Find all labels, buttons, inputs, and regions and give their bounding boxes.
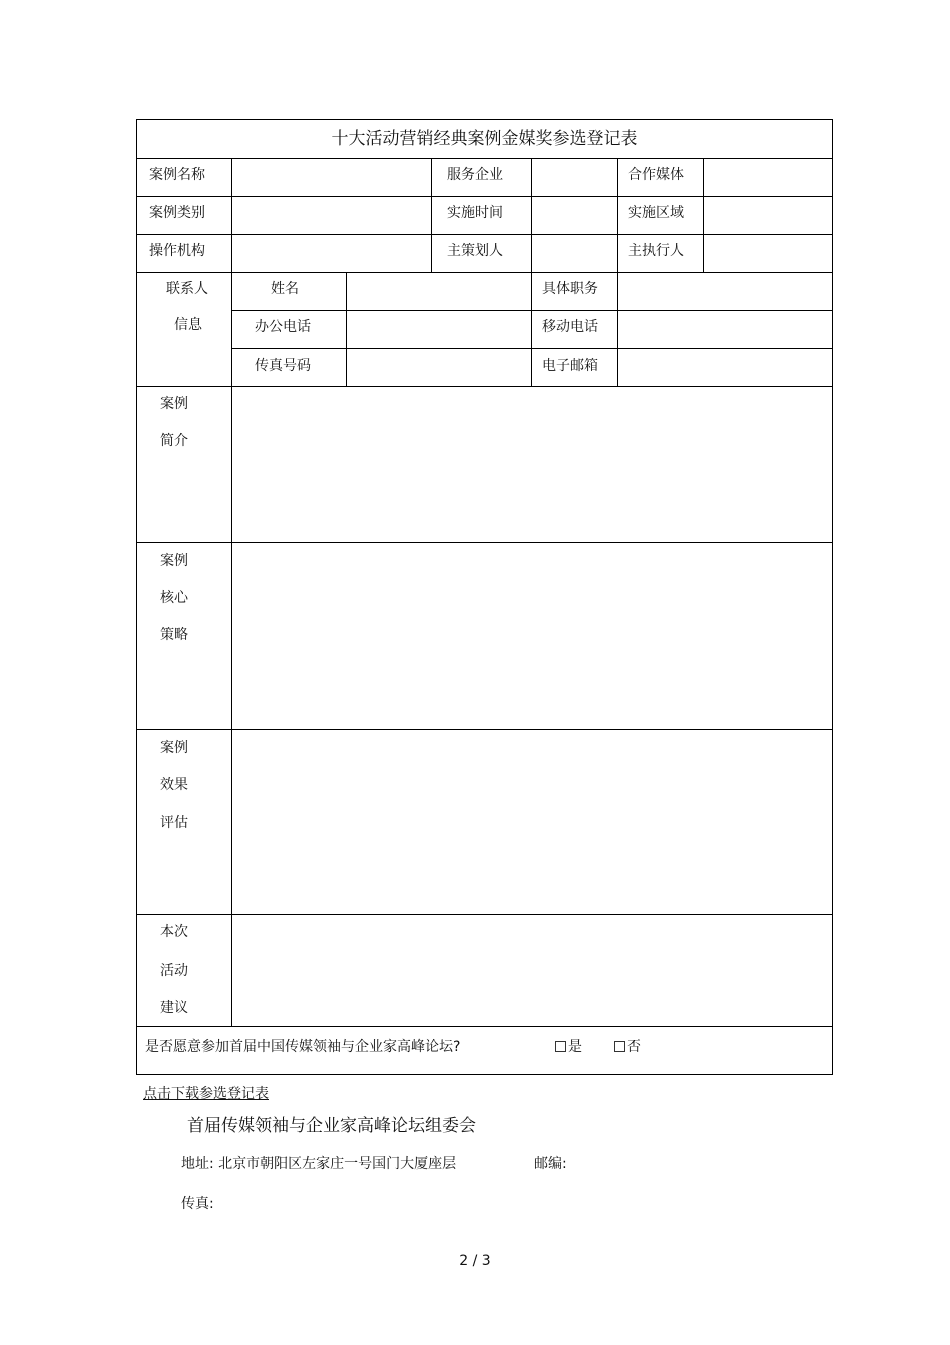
postcode-text: 邮编: [534,1156,567,1172]
page-number: 2 / 3 [459,1253,491,1269]
fax-label: 传真号码 [255,358,311,374]
position-label: 具体职务 [542,281,598,297]
chief-executor-label: 主执行人 [628,243,684,259]
address-text: 地址: 北京市朝阳区左家庄一号国门大厦座层 [181,1156,457,1172]
effect-label-3: 评估 [160,815,188,831]
impl-time-field[interactable] [532,197,617,234]
option-no-label: 否 [627,1039,641,1055]
checkbox-no[interactable] [614,1041,625,1052]
effect-field[interactable] [232,730,832,914]
chief-executor-field[interactable] [704,235,832,272]
mobile-phone-label: 移动电话 [542,319,598,335]
download-form-link[interactable]: 点击下载参选登记表 [143,1086,269,1102]
option-no[interactable] [614,1039,641,1055]
option-yes-label: 是 [568,1039,582,1055]
strategy-label-1: 案例 [160,553,188,569]
impl-region-field[interactable] [704,197,832,234]
strategy-label-3: 策略 [160,627,188,643]
effect-label-1: 案例 [160,740,188,756]
suggestion-label-2: 活动 [160,963,188,979]
suggestion-label-3: 建议 [160,1000,188,1016]
mobile-phone-field[interactable] [618,311,832,348]
option-yes[interactable] [555,1039,582,1055]
contact-name-field[interactable] [347,273,531,310]
operator-label: 操作机构 [149,243,205,259]
summary-label-2: 简介 [160,433,188,449]
case-name-field[interactable] [232,159,431,196]
strategy-field[interactable] [232,543,832,729]
contact-label-line1: 联系人 [166,281,208,297]
contact-name-label: 姓名 [271,281,299,297]
summary-field[interactable] [232,387,832,542]
strategy-label-2: 核心 [160,590,188,606]
form-title: 十大活动营销经典案例金媒奖参选登记表 [331,129,638,149]
impl-region-label: 实施区域 [628,205,684,221]
office-phone-field[interactable] [347,311,531,348]
office-phone-label: 办公电话 [255,319,311,335]
case-category-label: 案例类别 [149,205,205,221]
suggestion-field[interactable] [232,915,832,1026]
email-field[interactable] [618,349,832,386]
fax-field[interactable] [347,349,531,386]
email-label: 电子邮箱 [542,358,598,374]
case-name-label: 案例名称 [149,167,205,183]
checkbox-yes[interactable] [555,1041,566,1052]
contact-label-line2: 信息 [174,317,202,333]
service-company-label: 服务企业 [447,167,503,183]
chief-planner-label: 主策划人 [447,243,503,259]
fax-text: 传真: [181,1196,214,1212]
service-company-field[interactable] [532,159,617,196]
forum-question: 是否愿意参加首届中国传媒领袖与企业家高峰论坛? [145,1039,461,1055]
impl-time-label: 实施时间 [447,205,503,221]
partner-media-label: 合作媒体 [628,167,684,183]
partner-media-field[interactable] [704,159,832,196]
case-category-field[interactable] [232,197,431,234]
committee-name: 首届传媒领袖与企业家高峰论坛组委会 [187,1116,476,1136]
operator-field[interactable] [232,235,431,272]
chief-planner-field[interactable] [532,235,617,272]
registration-form [136,119,833,1075]
suggestion-label-1: 本次 [160,924,188,940]
summary-label-1: 案例 [160,396,188,412]
position-field[interactable] [618,273,832,310]
effect-label-2: 效果 [160,777,188,793]
